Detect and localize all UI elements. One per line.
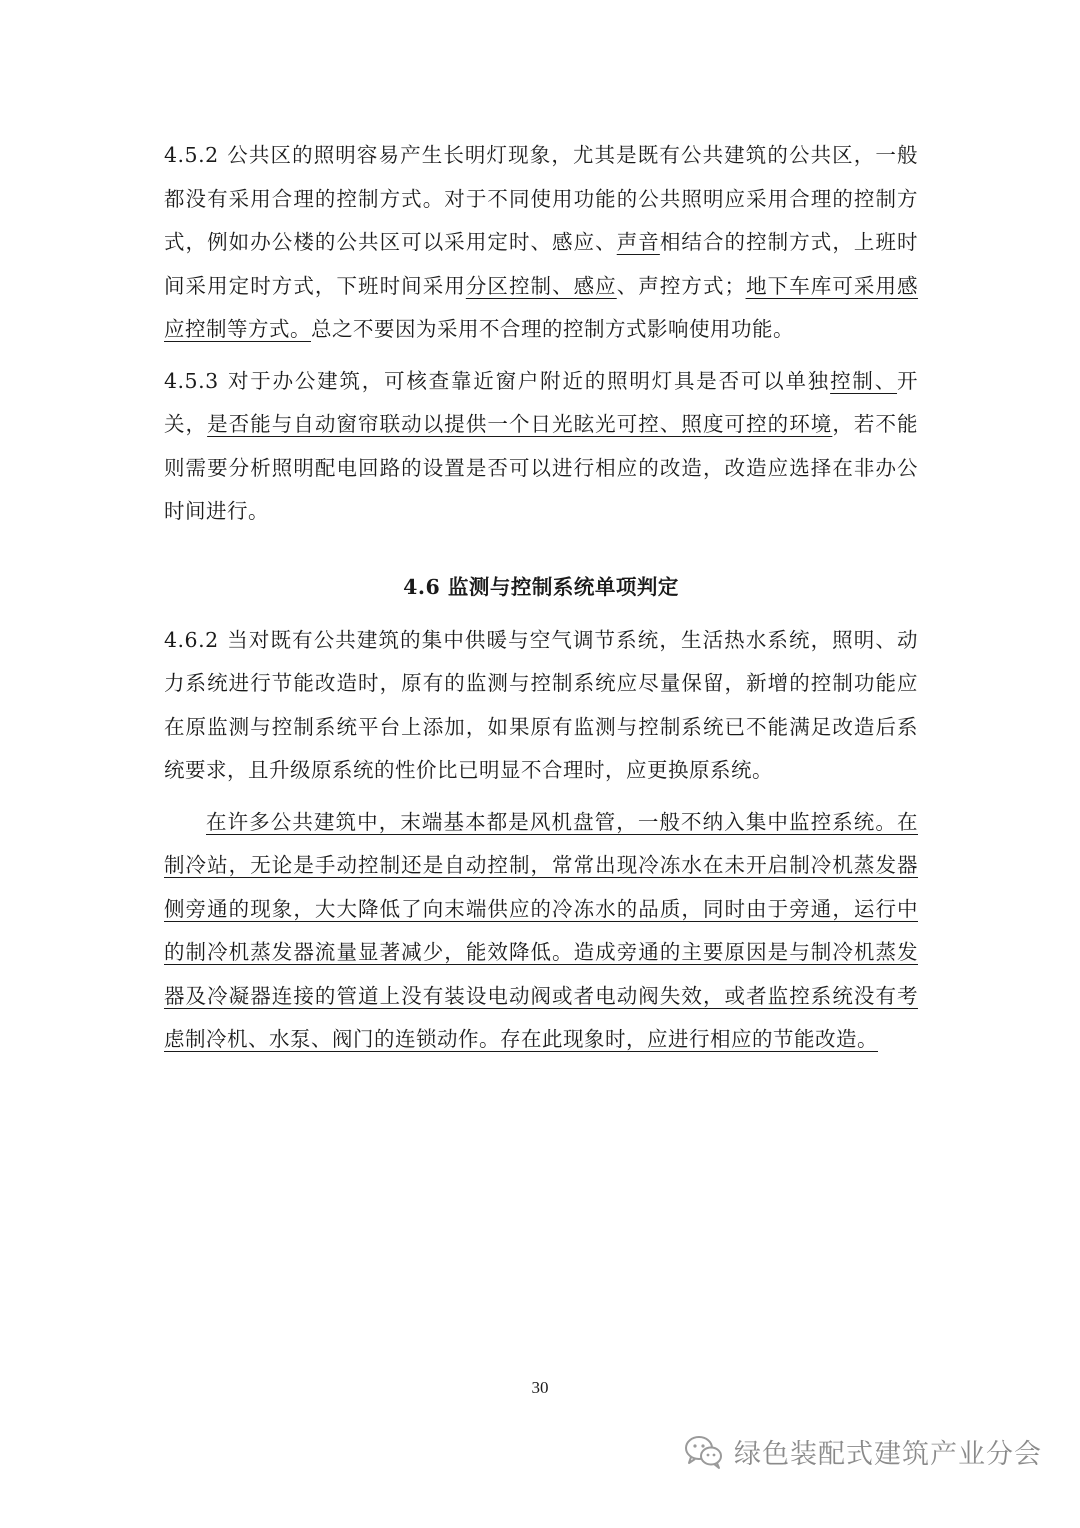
underlined-text: 地下车库可采用感应控制等方式。 bbox=[164, 273, 919, 341]
clause-4-6-2-explanation bbox=[164, 801, 918, 1062]
underlined-text: 声音 bbox=[616, 230, 660, 254]
clause-text: 、声控方式； bbox=[616, 273, 746, 298]
watermark-text: 绿色装配式建筑产业分会 bbox=[734, 1439, 1042, 1470]
wechat-icon bbox=[684, 1434, 724, 1470]
clause-4-5-3 bbox=[164, 360, 918, 534]
clause-text: 相结合的控制方式，上班时间采用定时方式，下班时间采用 bbox=[164, 230, 919, 298]
clause-text: 总之不要因为采用不合理的控制方式影响使用功能。 bbox=[311, 317, 794, 341]
clause-text: 公共区的照明容易产生长明灯现象，尤其是既有公共建筑的公共区，一般都没有采用合理的控制方式。对于不同使用功能的公共照明应采用合理的控制方式，例如办公楼的公共区可以采用定时、感应、 bbox=[164, 143, 918, 254]
clause-text: 对于办公建筑，可核查靠近窗户附近的照明灯具是否可以单独 bbox=[226, 368, 831, 393]
clause-text: ，若不能则需要分析照明配电回路的设置是否可以进行相应的改造，改造应选择在非办公时间进行。 bbox=[164, 412, 919, 523]
clause-text: 开关， bbox=[164, 368, 919, 436]
clause-number: 4.6.2 bbox=[164, 627, 219, 652]
section-heading: 4.6 监测与控制系统单项判定 bbox=[403, 574, 679, 599]
underlined-text: 是否能与自动窗帘联动以提供一个日光眩光可控、照度可控的环境 bbox=[207, 412, 833, 436]
clause-text: 当对既有公共建筑的集中供暖与空气调节系统，生活热水系统，照明、动力系统进行节能改造时，原有的监测与控制系统应尽量保留，新增的控制功能应在原监测与控制系统平台上添加，如果原有监测与控制系统已不能满足改造后系统要求，且升级原系统的性价比已明显不合理时，应更换原系统。 bbox=[164, 627, 918, 782]
clause-4-6-2 bbox=[164, 619, 918, 793]
page-number: 30 bbox=[531, 1378, 549, 1397]
clause-4-5-2 bbox=[164, 134, 918, 352]
underlined-text: 分区控制、感应 bbox=[465, 273, 617, 298]
clause-number: 4.5.3 bbox=[164, 368, 219, 393]
page-content bbox=[164, 134, 918, 1070]
underlined-text: 控制、 bbox=[830, 368, 898, 393]
underlined-text: 在许多公共建筑中，末端基本都是风机盘管，一般不纳入集中监控系统。在制冷站，无论是手动控制还是自动控制，常常出现冷冻水在未开启制冷机蒸发器侧旁通的现象，大大降低了向末端供应的冷冻水的品质，同时由于旁通，运行中的制冷机蒸发器流量显著减少，能效降低。造成旁通的主要原因是与制冷机蒸发器及冷凝器连接的管道上没有装设电动阀或者电动阀失效，或者监控系统没有考虑制冷机、水泵、阀门的连锁动作。存在此现象时，应进行相应的节能改造。 bbox=[164, 809, 918, 1051]
clause-number: 4.5.2 bbox=[164, 143, 219, 167]
watermark bbox=[684, 1432, 1042, 1471]
